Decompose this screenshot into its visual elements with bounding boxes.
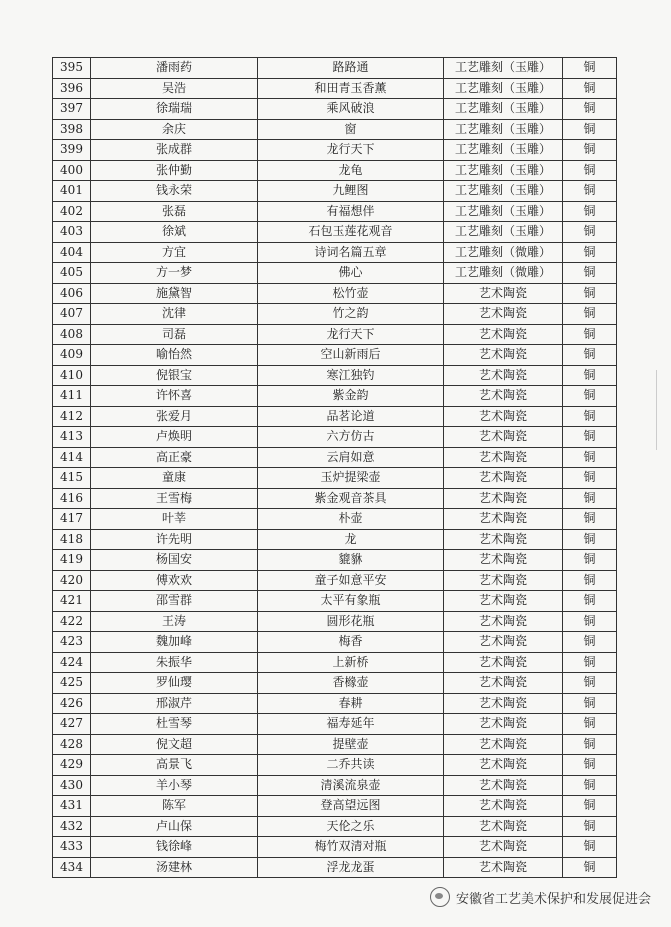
serial-number-cell: 404 <box>53 242 91 263</box>
work-title-cell: 紫金韵 <box>258 386 444 407</box>
table-row <box>53 570 617 591</box>
work-title-cell: 空山新雨后 <box>258 345 444 366</box>
award-level-cell: 铜 <box>563 816 617 837</box>
award-level-cell: 铜 <box>563 529 617 550</box>
winner-name-cell: 叶莘 <box>91 509 258 530</box>
category-cell: 艺术陶瓷 <box>444 304 563 325</box>
award-level-cell: 铜 <box>563 734 617 755</box>
serial-number-cell: 433 <box>53 837 91 858</box>
serial-number-cell: 411 <box>53 386 91 407</box>
table-row <box>53 263 617 284</box>
table-row <box>53 591 617 612</box>
work-title-cell: 太平有象瓶 <box>258 591 444 612</box>
category-cell: 工艺雕刻（玉雕） <box>444 201 563 222</box>
serial-number-cell: 425 <box>53 673 91 694</box>
work-title-cell: 天伦之乐 <box>258 816 444 837</box>
work-title-cell: 香橼壶 <box>258 673 444 694</box>
serial-number-cell: 431 <box>53 796 91 817</box>
winner-name-cell: 张仲勤 <box>91 160 258 181</box>
table-row <box>53 529 617 550</box>
award-level-cell: 铜 <box>563 611 617 632</box>
table-row <box>53 611 617 632</box>
award-level-cell: 铜 <box>563 591 617 612</box>
serial-number-cell: 408 <box>53 324 91 345</box>
serial-number-cell: 413 <box>53 427 91 448</box>
winner-name-cell: 潘雨药 <box>91 58 258 79</box>
table-row <box>53 816 617 837</box>
winner-name-cell: 司磊 <box>91 324 258 345</box>
award-level-cell: 铜 <box>563 201 617 222</box>
work-title-cell: 春耕 <box>258 693 444 714</box>
serial-number-cell: 426 <box>53 693 91 714</box>
table-row <box>53 242 617 263</box>
category-cell: 艺术陶瓷 <box>444 734 563 755</box>
winner-name-cell: 罗仙璎 <box>91 673 258 694</box>
table-row <box>53 714 617 735</box>
serial-number-cell: 432 <box>53 816 91 837</box>
winner-name-cell: 高景飞 <box>91 755 258 776</box>
category-cell: 工艺雕刻（玉雕） <box>444 160 563 181</box>
award-level-cell: 铜 <box>563 652 617 673</box>
table-row <box>53 427 617 448</box>
serial-number-cell: 421 <box>53 591 91 612</box>
category-cell: 艺术陶瓷 <box>444 796 563 817</box>
table-row <box>53 468 617 489</box>
winner-name-cell: 许怀喜 <box>91 386 258 407</box>
award-level-cell: 铜 <box>563 222 617 243</box>
award-level-cell: 铜 <box>563 796 617 817</box>
serial-number-cell: 398 <box>53 119 91 140</box>
category-cell: 艺术陶瓷 <box>444 468 563 489</box>
winner-name-cell: 王雪梅 <box>91 488 258 509</box>
award-level-cell: 铜 <box>563 263 617 284</box>
table-row <box>53 119 617 140</box>
table-row <box>53 324 617 345</box>
category-cell: 艺术陶瓷 <box>444 652 563 673</box>
winner-name-cell: 王涛 <box>91 611 258 632</box>
work-title-cell: 提壁壶 <box>258 734 444 755</box>
award-level-cell: 铜 <box>563 755 617 776</box>
category-cell: 艺术陶瓷 <box>444 570 563 591</box>
work-title-cell: 貔貅 <box>258 550 444 571</box>
winner-name-cell: 徐瑞瑞 <box>91 99 258 120</box>
serial-number-cell: 424 <box>53 652 91 673</box>
work-title-cell: 乘风破浪 <box>258 99 444 120</box>
work-title-cell: 云肩如意 <box>258 447 444 468</box>
serial-number-cell: 415 <box>53 468 91 489</box>
category-cell: 艺术陶瓷 <box>444 324 563 345</box>
award-level-cell: 铜 <box>563 775 617 796</box>
table-row <box>53 58 617 79</box>
table-row <box>53 140 617 161</box>
winner-name-cell: 傅欢欢 <box>91 570 258 591</box>
award-level-cell: 铜 <box>563 386 617 407</box>
category-cell: 艺术陶瓷 <box>444 550 563 571</box>
edge-stamp-fragment <box>656 370 671 450</box>
category-cell: 工艺雕刻（玉雕） <box>444 78 563 99</box>
award-level-cell: 铜 <box>563 365 617 386</box>
winner-name-cell: 钱永荣 <box>91 181 258 202</box>
table-row <box>53 509 617 530</box>
table-row <box>53 181 617 202</box>
award-level-cell: 铜 <box>563 160 617 181</box>
category-cell: 工艺雕刻（玉雕） <box>444 222 563 243</box>
serial-number-cell: 410 <box>53 365 91 386</box>
winner-name-cell: 汤建林 <box>91 857 258 878</box>
work-title-cell: 福寿延年 <box>258 714 444 735</box>
category-cell: 艺术陶瓷 <box>444 591 563 612</box>
watermark-text: 安徽省工艺美术保护和发展促进会 <box>455 891 651 907</box>
work-title-cell: 登高望远图 <box>258 796 444 817</box>
work-title-cell: 圆形花瓶 <box>258 611 444 632</box>
winner-name-cell: 沈律 <box>91 304 258 325</box>
wechat-icon <box>430 887 450 907</box>
award-level-cell: 铜 <box>563 304 617 325</box>
serial-number-cell: 401 <box>53 181 91 202</box>
table-row <box>53 796 617 817</box>
award-level-cell: 铜 <box>563 468 617 489</box>
table-row <box>53 99 617 120</box>
winner-name-cell: 喻怡然 <box>91 345 258 366</box>
category-cell: 艺术陶瓷 <box>444 386 563 407</box>
table-row <box>53 304 617 325</box>
category-cell: 艺术陶瓷 <box>444 714 563 735</box>
table-row <box>53 406 617 427</box>
award-list-sheet <box>52 57 616 878</box>
category-cell: 工艺雕刻（玉雕） <box>444 181 563 202</box>
award-level-cell: 铜 <box>563 509 617 530</box>
serial-number-cell: 428 <box>53 734 91 755</box>
work-title-cell: 竹之韵 <box>258 304 444 325</box>
work-title-cell: 龙 <box>258 529 444 550</box>
serial-number-cell: 429 <box>53 755 91 776</box>
winner-name-cell: 倪银宝 <box>91 365 258 386</box>
award-level-cell: 铜 <box>563 78 617 99</box>
winner-name-cell: 魏加峰 <box>91 632 258 653</box>
category-cell: 艺术陶瓷 <box>444 857 563 878</box>
category-cell: 艺术陶瓷 <box>444 611 563 632</box>
winner-name-cell: 钱徐峰 <box>91 837 258 858</box>
category-cell: 艺术陶瓷 <box>444 365 563 386</box>
work-title-cell: 窗 <box>258 119 444 140</box>
award-level-cell: 铜 <box>563 58 617 79</box>
award-level-cell: 铜 <box>563 673 617 694</box>
winner-name-cell: 方宜 <box>91 242 258 263</box>
winner-name-cell: 童康 <box>91 468 258 489</box>
category-cell: 艺术陶瓷 <box>444 427 563 448</box>
work-title-cell: 九鲤图 <box>258 181 444 202</box>
winner-name-cell: 余庆 <box>91 119 258 140</box>
serial-number-cell: 399 <box>53 140 91 161</box>
serial-number-cell: 405 <box>53 263 91 284</box>
winner-name-cell: 杨国安 <box>91 550 258 571</box>
winner-name-cell: 朱振华 <box>91 652 258 673</box>
serial-number-cell: 420 <box>53 570 91 591</box>
category-cell: 工艺雕刻（玉雕） <box>444 99 563 120</box>
winner-name-cell: 施黛智 <box>91 283 258 304</box>
award-level-cell: 铜 <box>563 693 617 714</box>
table-row <box>53 550 617 571</box>
table-row <box>53 775 617 796</box>
category-cell: 工艺雕刻（玉雕） <box>444 119 563 140</box>
winner-name-cell: 张爱月 <box>91 406 258 427</box>
winner-name-cell: 张磊 <box>91 201 258 222</box>
serial-number-cell: 406 <box>53 283 91 304</box>
work-title-cell: 龙龟 <box>258 160 444 181</box>
work-title-cell: 佛心 <box>258 263 444 284</box>
serial-number-cell: 403 <box>53 222 91 243</box>
work-title-cell: 玉炉提梁壶 <box>258 468 444 489</box>
award-level-cell: 铜 <box>563 447 617 468</box>
table-row <box>53 857 617 878</box>
serial-number-cell: 434 <box>53 857 91 878</box>
serial-number-cell: 395 <box>53 58 91 79</box>
category-cell: 艺术陶瓷 <box>444 488 563 509</box>
award-level-cell: 铜 <box>563 345 617 366</box>
award-level-cell: 铜 <box>563 857 617 878</box>
award-level-cell: 铜 <box>563 632 617 653</box>
winner-name-cell: 张成群 <box>91 140 258 161</box>
award-table-body <box>53 58 617 878</box>
category-cell: 艺术陶瓷 <box>444 509 563 530</box>
serial-number-cell: 402 <box>53 201 91 222</box>
table-row <box>53 693 617 714</box>
work-title-cell: 六方仿古 <box>258 427 444 448</box>
table-row <box>53 345 617 366</box>
category-cell: 工艺雕刻（玉雕） <box>444 140 563 161</box>
work-title-cell: 和田青玉香薰 <box>258 78 444 99</box>
serial-number-cell: 419 <box>53 550 91 571</box>
category-cell: 艺术陶瓷 <box>444 673 563 694</box>
serial-number-cell: 416 <box>53 488 91 509</box>
category-cell: 艺术陶瓷 <box>444 406 563 427</box>
award-level-cell: 铜 <box>563 181 617 202</box>
table-row <box>53 488 617 509</box>
award-level-cell: 铜 <box>563 488 617 509</box>
work-title-cell: 紫金观音茶具 <box>258 488 444 509</box>
award-table <box>52 57 617 878</box>
serial-number-cell: 422 <box>53 611 91 632</box>
work-title-cell: 诗词名篇五章 <box>258 242 444 263</box>
award-level-cell: 铜 <box>563 427 617 448</box>
winner-name-cell: 卢焕明 <box>91 427 258 448</box>
category-cell: 艺术陶瓷 <box>444 755 563 776</box>
category-cell: 艺术陶瓷 <box>444 837 563 858</box>
table-row <box>53 652 617 673</box>
serial-number-cell: 427 <box>53 714 91 735</box>
work-title-cell: 石包玉莲花观音 <box>258 222 444 243</box>
work-title-cell: 童子如意平安 <box>258 570 444 591</box>
winner-name-cell: 方一梦 <box>91 263 258 284</box>
work-title-cell: 梅竹双清对瓶 <box>258 837 444 858</box>
category-cell: 艺术陶瓷 <box>444 283 563 304</box>
serial-number-cell: 407 <box>53 304 91 325</box>
award-level-cell: 铜 <box>563 140 617 161</box>
category-cell: 工艺雕刻（玉雕） <box>444 58 563 79</box>
table-row <box>53 283 617 304</box>
award-level-cell: 铜 <box>563 406 617 427</box>
work-title-cell: 有福想伴 <box>258 201 444 222</box>
category-cell: 艺术陶瓷 <box>444 693 563 714</box>
category-cell: 艺术陶瓷 <box>444 345 563 366</box>
award-level-cell: 铜 <box>563 714 617 735</box>
award-level-cell: 铜 <box>563 550 617 571</box>
work-title-cell: 品茗论道 <box>258 406 444 427</box>
winner-name-cell: 邵雪群 <box>91 591 258 612</box>
serial-number-cell: 397 <box>53 99 91 120</box>
winner-name-cell: 徐斌 <box>91 222 258 243</box>
work-title-cell: 清溪流泉壶 <box>258 775 444 796</box>
award-level-cell: 铜 <box>563 242 617 263</box>
winner-name-cell: 杜雪琴 <box>91 714 258 735</box>
serial-number-cell: 409 <box>53 345 91 366</box>
award-level-cell: 铜 <box>563 570 617 591</box>
table-row <box>53 386 617 407</box>
serial-number-cell: 423 <box>53 632 91 653</box>
serial-number-cell: 412 <box>53 406 91 427</box>
table-row <box>53 673 617 694</box>
award-level-cell: 铜 <box>563 324 617 345</box>
winner-name-cell: 吴浩 <box>91 78 258 99</box>
serial-number-cell: 418 <box>53 529 91 550</box>
category-cell: 艺术陶瓷 <box>444 775 563 796</box>
watermark <box>430 887 651 907</box>
table-row <box>53 160 617 181</box>
table-row <box>53 755 617 776</box>
category-cell: 艺术陶瓷 <box>444 632 563 653</box>
table-row <box>53 837 617 858</box>
serial-number-cell: 396 <box>53 78 91 99</box>
winner-name-cell: 陈军 <box>91 796 258 817</box>
category-cell: 工艺雕刻（微雕） <box>444 242 563 263</box>
work-title-cell: 二乔共读 <box>258 755 444 776</box>
work-title-cell: 龙行天下 <box>258 324 444 345</box>
category-cell: 工艺雕刻（微雕） <box>444 263 563 284</box>
table-row <box>53 201 617 222</box>
serial-number-cell: 417 <box>53 509 91 530</box>
work-title-cell: 朴壶 <box>258 509 444 530</box>
serial-number-cell: 414 <box>53 447 91 468</box>
work-title-cell: 松竹壶 <box>258 283 444 304</box>
winner-name-cell: 高正豪 <box>91 447 258 468</box>
work-title-cell: 梅香 <box>258 632 444 653</box>
award-level-cell: 铜 <box>563 119 617 140</box>
serial-number-cell: 400 <box>53 160 91 181</box>
category-cell: 艺术陶瓷 <box>444 529 563 550</box>
category-cell: 艺术陶瓷 <box>444 447 563 468</box>
category-cell: 艺术陶瓷 <box>444 816 563 837</box>
serial-number-cell: 430 <box>53 775 91 796</box>
table-row <box>53 365 617 386</box>
winner-name-cell: 邢淑芹 <box>91 693 258 714</box>
work-title-cell: 寒江独钓 <box>258 365 444 386</box>
award-level-cell: 铜 <box>563 99 617 120</box>
table-row <box>53 632 617 653</box>
award-level-cell: 铜 <box>563 283 617 304</box>
work-title-cell: 上新桥 <box>258 652 444 673</box>
winner-name-cell: 倪文超 <box>91 734 258 755</box>
winner-name-cell: 卢山保 <box>91 816 258 837</box>
winner-name-cell: 羊小琴 <box>91 775 258 796</box>
winner-name-cell: 许先明 <box>91 529 258 550</box>
work-title-cell: 浮龙龙蛋 <box>258 857 444 878</box>
table-row <box>53 78 617 99</box>
award-level-cell: 铜 <box>563 837 617 858</box>
work-title-cell: 路路通 <box>258 58 444 79</box>
table-row <box>53 734 617 755</box>
table-row <box>53 447 617 468</box>
work-title-cell: 龙行天下 <box>258 140 444 161</box>
table-row <box>53 222 617 243</box>
